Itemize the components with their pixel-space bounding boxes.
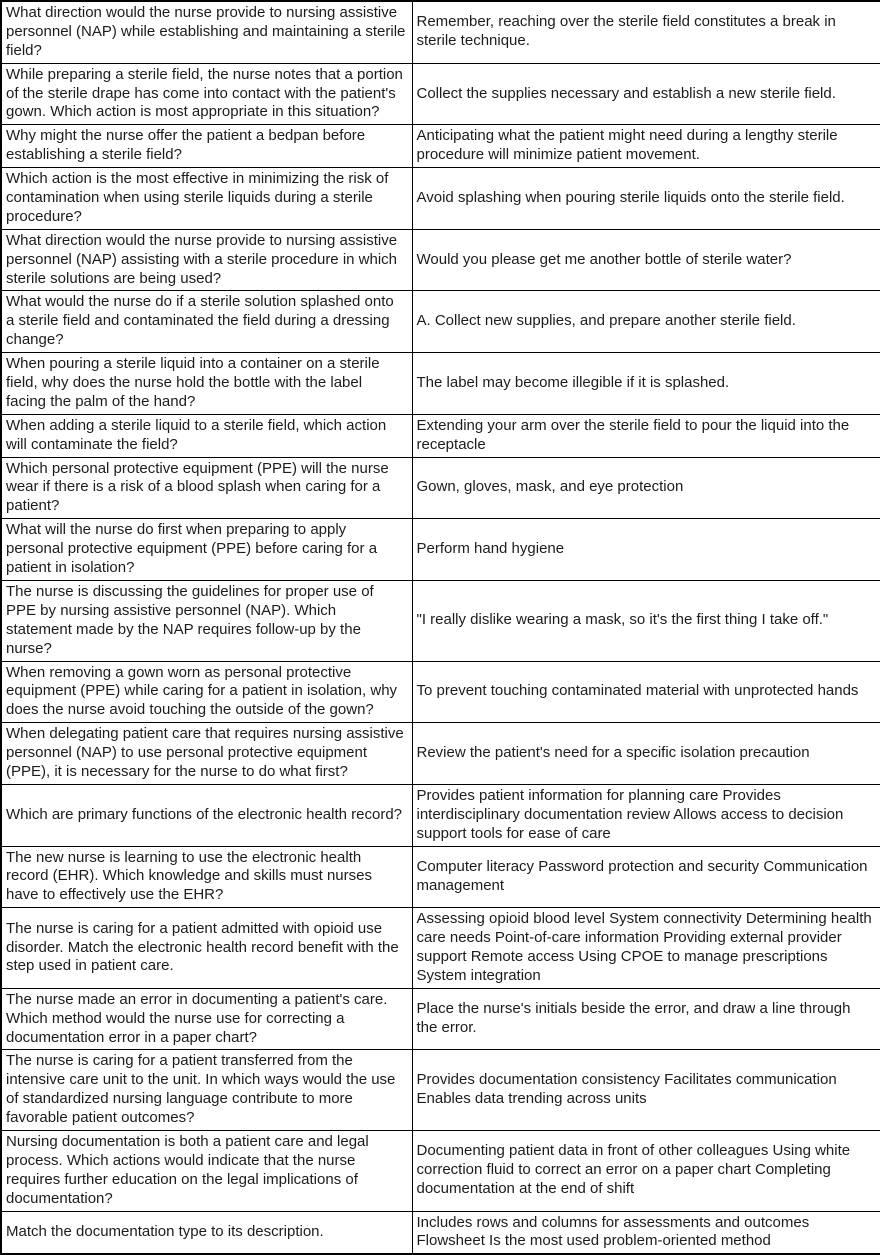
question-cell: What would the nurse do if a sterile solution splashed onto a sterile field and contaminated the field during a dressing change? (1, 291, 412, 353)
table-row (1, 1050, 880, 1131)
question-cell: Which action is the most effective in minimizing the risk of contamination when using sterile liquids during a sterile procedure? (1, 168, 412, 230)
question-cell: What direction would the nurse provide to nursing assistive personnel (NAP) while establishing and maintaining a sterile field? (1, 1, 412, 63)
table-row (1, 168, 880, 230)
table-row (1, 519, 880, 581)
question-cell: When removing a gown worn as personal protective equipment (PPE) while caring for a patient in isolation, why does the nurse avoid touching the outside of the gown? (1, 661, 412, 723)
answer-cell: Review the patient's need for a specific isolation precaution (412, 723, 880, 785)
answer-cell: Documenting patient data in front of other colleagues Using white correction fluid to correct an error on a paper chart Completing documentation at the end of shift (412, 1130, 880, 1211)
question-cell: What direction would the nurse provide to nursing assistive personnel (NAP) assisting with a sterile procedure in which sterile solutions are being used? (1, 229, 412, 291)
question-cell: Which personal protective equipment (PPE) will the nurse wear if there is a risk of a blood splash when caring for a patient? (1, 457, 412, 519)
answer-cell: Would you please get me another bottle of sterile water? (412, 229, 880, 291)
question-cell: The nurse is caring for a patient admitted with opioid use disorder. Match the electronic health record benefit with the step used in patient care. (1, 908, 412, 989)
table-row (1, 457, 880, 519)
table-row (1, 580, 880, 661)
table-row (1, 229, 880, 291)
question-cell: Match the documentation type to its description. (1, 1211, 412, 1254)
question-cell: The nurse made an error in documenting a patient's care. Which method would the nurse use for correcting a documentation error in a paper chart? (1, 988, 412, 1050)
table-row (1, 784, 880, 846)
answer-cell: A. Collect new supplies, and prepare another sterile field. (412, 291, 880, 353)
answer-cell: Anticipating what the patient might need during a lengthy sterile procedure will minimize patient movement. (412, 125, 880, 168)
table-row (1, 908, 880, 989)
question-cell: When delegating patient care that requires nursing assistive personnel (NAP) to use personal protective equipment (PPE), it is necessary for the nurse to do what first? (1, 723, 412, 785)
answer-cell: The label may become illegible if it is splashed. (412, 353, 880, 415)
table-row (1, 291, 880, 353)
answer-cell: Includes rows and columns for assessments and outcomes Flowsheet Is the most used problem-oriented method (412, 1211, 880, 1254)
answer-cell: Provides documentation consistency Facilitates communication Enables data trending across units (412, 1050, 880, 1131)
table-row (1, 63, 880, 125)
answer-cell: "I really dislike wearing a mask, so it's the first thing I take off." (412, 580, 880, 661)
table-row (1, 661, 880, 723)
answer-cell: Provides patient information for planning care Provides interdisciplinary documentation review Allows access to decision support tools for ease of care (412, 784, 880, 846)
table-row (1, 1211, 880, 1254)
answer-cell: Gown, gloves, mask, and eye protection (412, 457, 880, 519)
question-cell: The nurse is discussing the guidelines for proper use of PPE by nursing assistive personnel (NAP). Which statement made by the NAP requires follow-up by the nurse? (1, 580, 412, 661)
qa-table-body (1, 1, 880, 1254)
answer-cell: Remember, reaching over the sterile field constitutes a break in sterile technique. (412, 1, 880, 63)
answer-cell: Perform hand hygiene (412, 519, 880, 581)
answer-cell: Avoid splashing when pouring sterile liquids onto the sterile field. (412, 168, 880, 230)
answer-cell: Computer literacy Password protection and security Communication management (412, 846, 880, 908)
question-cell: While preparing a sterile field, the nurse notes that a portion of the sterile drape has come into contact with the patient's gown. Which action is most appropriate in this situation? (1, 63, 412, 125)
table-row (1, 1130, 880, 1211)
question-cell: The new nurse is learning to use the electronic health record (EHR). Which knowledge and skills must nurses have to effectively use the EHR? (1, 846, 412, 908)
question-cell: What will the nurse do first when preparing to apply personal protective equipment (PPE) before caring for a patient in isolation? (1, 519, 412, 581)
question-cell: Nursing documentation is both a patient care and legal process. Which actions would indicate that the nurse requires further education on the legal implications of documentation? (1, 1130, 412, 1211)
table-row (1, 353, 880, 415)
question-cell: The nurse is caring for a patient transferred from the intensive care unit to the unit. In which ways would the use of standardized nursing language contribute to more favorable patient outcomes? (1, 1050, 412, 1131)
table-row (1, 414, 880, 457)
answer-cell: To prevent touching contaminated material with unprotected hands (412, 661, 880, 723)
table-row (1, 723, 880, 785)
question-cell: Why might the nurse offer the patient a bedpan before establishing a sterile field? (1, 125, 412, 168)
table-row (1, 125, 880, 168)
answer-cell: Assessing opioid blood level System connectivity Determining health care needs Point-of-care information Providing external provider support Remote access Using CPOE to manage prescriptions System integration (412, 908, 880, 989)
table-row (1, 988, 880, 1050)
question-cell: When pouring a sterile liquid into a container on a sterile field, why does the nurse hold the bottle with the label facing the palm of the hand? (1, 353, 412, 415)
question-cell: Which are primary functions of the electronic health record? (1, 784, 412, 846)
answer-cell: Collect the supplies necessary and establish a new sterile field. (412, 63, 880, 125)
table-row (1, 1, 880, 63)
answer-cell: Extending your arm over the sterile field to pour the liquid into the receptacle (412, 414, 880, 457)
answer-cell: Place the nurse's initials beside the error, and draw a line through the error. (412, 988, 880, 1050)
table-row (1, 846, 880, 908)
question-cell: When adding a sterile liquid to a sterile field, which action will contaminate the field? (1, 414, 412, 457)
